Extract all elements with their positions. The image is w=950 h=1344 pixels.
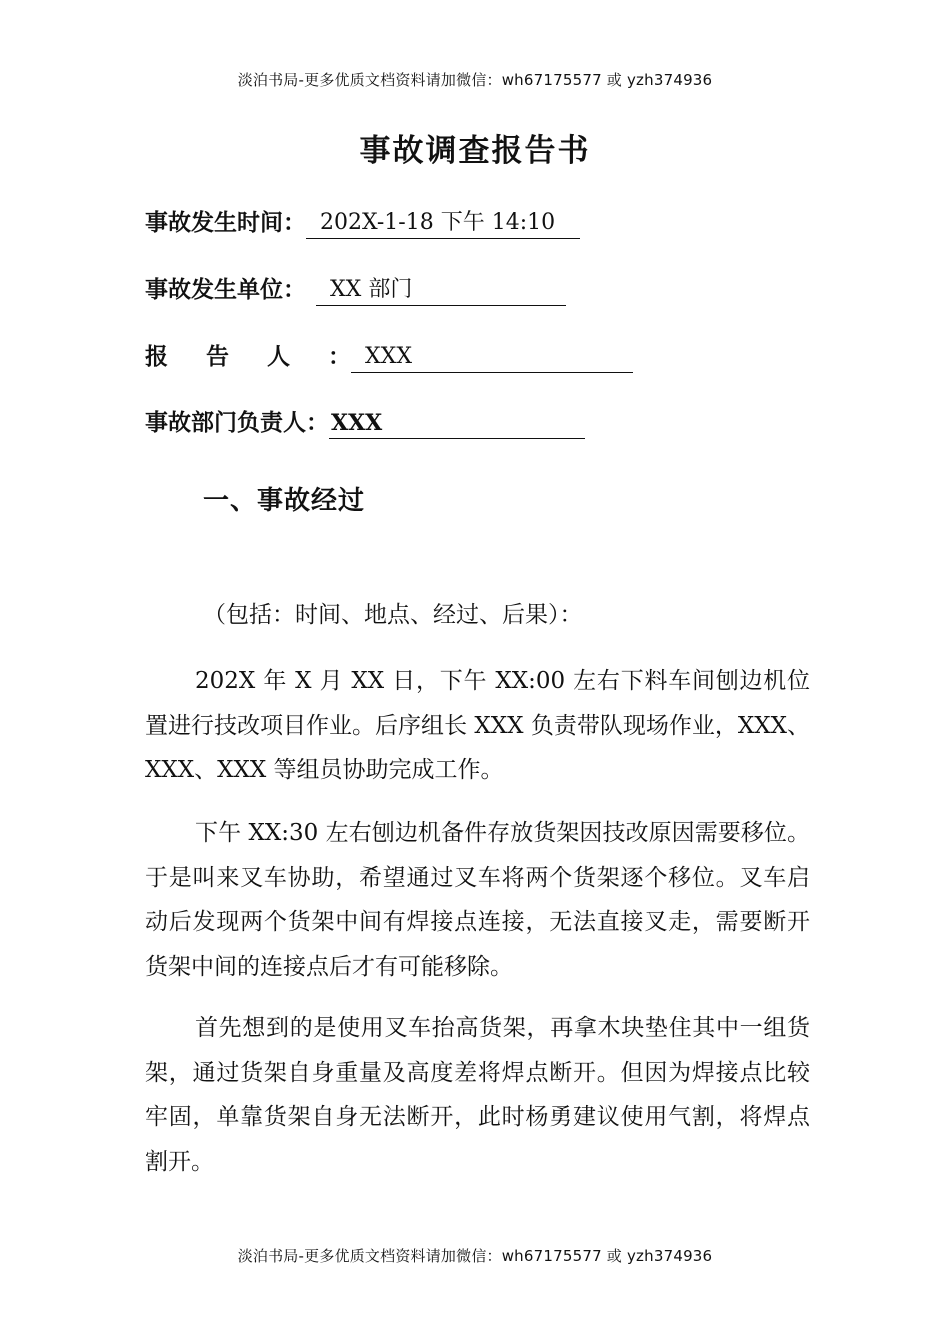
field-label-reporter [145, 337, 351, 377]
field-label-reporter-text: 报告人 [145, 344, 328, 370]
header-watermark: 淡泊书局-更多优质文档资料请加微信：wh67175577 或 yzh374936 [237, 71, 713, 89]
section-heading-accident-process: 一、事故经过 [203, 486, 366, 516]
paragraph-1: 202X 年 X 月 XX 日，下午 XX:00 左右下料车间刨边机位置进行技改项目作业。后序组长 XXX 负责带队现场作业，XXX、XXX、XXX 等组员协助完成工作。 [145, 668, 810, 783]
footer-watermark: 淡泊书局-更多优质文档资料请加微信：wh67175577 或 yzh374936 [237, 1247, 713, 1265]
field-label-manager: 事故部门负责人： [145, 410, 329, 436]
paragraph-2: 下午 XX:30 左右刨边机备件存放货架因技改原因需要移位。于是叫来叉车协助，希望通过叉车将两个货架逐个移位。叉车启动后发现两个货架中间有焊接点连接，无法直接叉走，需要断开货架中间的连接点后才有可能移除。 [145, 820, 810, 980]
field-accident-unit [145, 270, 566, 310]
document-title: 事故调查报告书 [359, 133, 591, 169]
field-label-reporter-colon: ： [328, 344, 351, 370]
field-value-time: 202X-1-18 下午 14:10 [306, 203, 580, 239]
field-label-unit: 事故发生单位： [145, 277, 306, 303]
field-accident-time [145, 203, 580, 243]
field-reporter [145, 337, 633, 377]
section-note: （包括：时间、地点、经过、后果）： [203, 602, 583, 628]
field-label-time: 事故发生时间： [145, 210, 306, 236]
field-value-reporter: XXX [351, 337, 633, 373]
paragraph-3: 首先想到的是使用叉车抬高货架，再拿木块垫住其中一组货架，通过货架自身重量及高度差将焊点断开。但因为焊接点比较牢固，单靠货架自身无法断开，此时杨勇建议使用气割，将焊点割开。 [145, 1015, 810, 1175]
field-value-manager: XXX [329, 403, 585, 439]
field-value-unit: XX 部门 [316, 270, 566, 306]
field-department-manager [145, 403, 585, 443]
